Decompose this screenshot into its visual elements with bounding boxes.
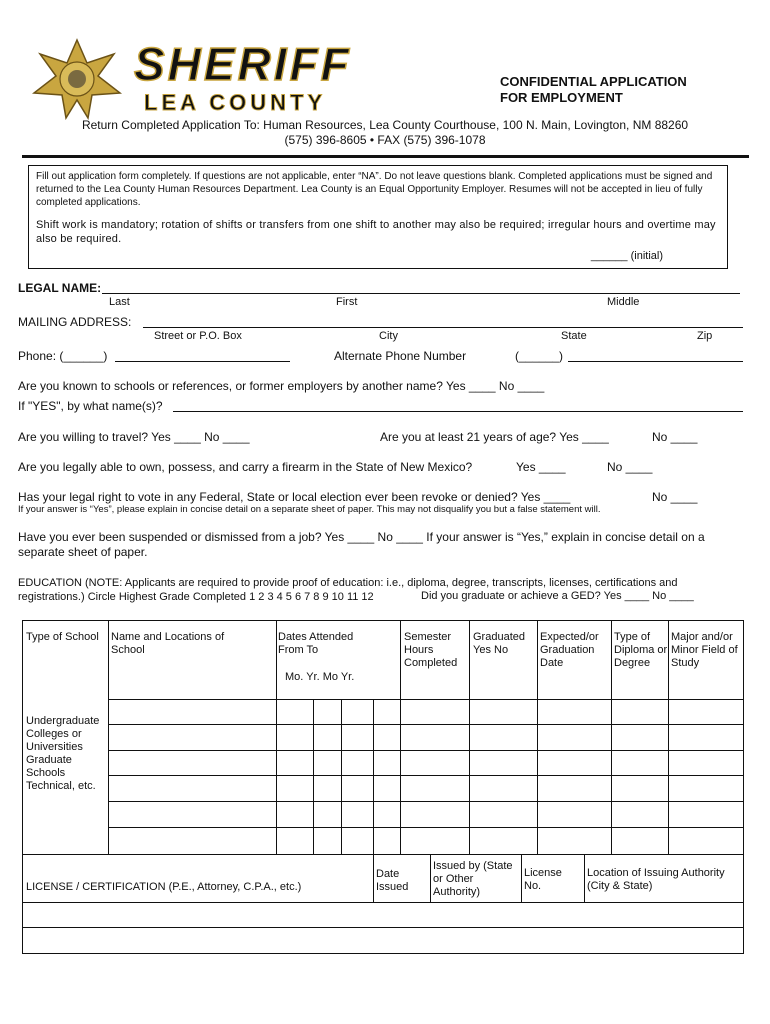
mailing-address-label: MAILING ADDRESS: bbox=[18, 315, 132, 329]
education-table bbox=[22, 620, 744, 855]
alt-phone-label: Alternate Phone Number bbox=[334, 349, 467, 363]
if-yes-name-label: If "YES", by what name(s)? bbox=[18, 399, 163, 413]
header-dates-attended: Dates Attended From To bbox=[278, 631, 354, 656]
header-major-minor: Major and/or Minor Field of Study bbox=[671, 631, 738, 669]
logo-sheriff-text bbox=[130, 38, 470, 88]
phone-input[interactable] bbox=[115, 361, 290, 362]
svg-text:LEA COUNTY: LEA COUNTY bbox=[144, 90, 327, 115]
state-label: State bbox=[561, 330, 587, 342]
firearm-yes[interactable]: Yes ____ bbox=[516, 460, 566, 474]
alt-phone-area[interactable]: (______) bbox=[515, 349, 564, 363]
header-dates-sub: Mo. Yr. Mo Yr. bbox=[285, 671, 355, 683]
city-label: City bbox=[379, 330, 398, 342]
mailing-address-input[interactable] bbox=[143, 327, 743, 328]
license-title: LICENSE / CERTIFICATION (P.E., Attorney, C.P.A., etc.) bbox=[26, 881, 302, 893]
phone-fax: (575) 396-8605 • FAX (575) 396-1078 bbox=[284, 133, 486, 147]
legal-name-label: LEGAL NAME: bbox=[18, 281, 102, 295]
license-location: Location of Issuing Authority (City & State) bbox=[587, 867, 725, 892]
header-type-of-school: Type of School bbox=[26, 631, 99, 643]
legal-name-input[interactable] bbox=[102, 293, 740, 294]
doc-title: CONFIDENTIAL APPLICATION FOR EMPLOYMENT bbox=[500, 74, 687, 105]
age-no[interactable]: No ____ bbox=[652, 430, 698, 444]
travel-question[interactable]: Are you willing to travel? Yes ____ No ____ bbox=[18, 430, 250, 444]
firearm-no[interactable]: No ____ bbox=[607, 460, 653, 474]
header-divider bbox=[22, 155, 749, 158]
return-address: Return Completed Application To: Human Resources, Lea County Courthouse, 100 N. Main, Lovington, NM 88260 bbox=[81, 118, 689, 132]
alt-phone-input[interactable] bbox=[568, 361, 743, 362]
middle-label: Middle bbox=[607, 296, 640, 308]
street-label: Street or P.O. Box bbox=[154, 330, 242, 342]
vote-no[interactable]: No ____ bbox=[652, 490, 698, 504]
license-date-issued: Date Issued bbox=[376, 868, 409, 893]
sheriff-badge-logo bbox=[30, 38, 125, 120]
license-issued-by: Issued by (State or Other Authority) bbox=[433, 860, 513, 898]
phone-label: Phone: (______) bbox=[18, 349, 108, 363]
instructions-box bbox=[28, 165, 728, 269]
school-type-row-label: Undergraduate Colleges or Universities Graduate Schools Technical, etc. bbox=[26, 715, 100, 792]
other-names-input[interactable] bbox=[173, 411, 743, 412]
age-question[interactable]: Are you at least 21 years of age? Yes ____ bbox=[380, 430, 609, 444]
license-number: License No. bbox=[524, 867, 562, 892]
header-expected-graduation: Expected/or Graduation Date bbox=[540, 631, 599, 669]
svg-text:SHERIFF: SHERIFF bbox=[134, 38, 352, 88]
suspended-question[interactable]: Have you ever been suspended or dismissed from a job? Yes ____ No ____ If your answer is “Yes,” explain in concise detail on a separate sheet of paper. bbox=[18, 530, 705, 559]
last-label: Last bbox=[109, 296, 130, 308]
instructions-para1: Fill out application form completely. If questions are not applicable, enter “NA”. Do not leave questions blank. Completed applications must be signed and returned to the Lea County Human Resources Department. Lea County is an Equal Opportunity Employer. Resumes will not be accepted in lieu of fully completed applications. bbox=[36, 171, 713, 208]
first-label: First bbox=[336, 296, 358, 308]
vote-question[interactable]: Has your legal right to vote in any Federal, State or local election ever been revoke or denied? Yes ____ bbox=[18, 490, 571, 504]
vote-note: If your answer is “Yes”, please explain in concise detail on a separate sheet of paper. This may not disqualify you but a false statement will. bbox=[18, 504, 601, 515]
license-table bbox=[22, 854, 744, 954]
header-semester-hours: Semester Hours Completed bbox=[404, 631, 458, 669]
known-other-name-question[interactable]: Are you known to schools or references, or former employers by another name? Yes ____ No ____ bbox=[18, 379, 545, 393]
zip-label: Zip bbox=[697, 330, 713, 342]
logo-county-text bbox=[142, 88, 422, 116]
initial-field[interactable]: ______ (initial) bbox=[590, 250, 663, 262]
ged-question[interactable]: Did you graduate or achieve a GED? Yes ____ No ____ bbox=[421, 590, 694, 602]
header-diploma-type: Type of Diploma or Degree bbox=[614, 631, 668, 669]
instructions-para2: Shift work is mandatory; rotation of shifts or transfers from one shift to another may also be required; irregular hours and overtime may also be required. bbox=[36, 219, 716, 245]
header-graduated: Graduated Yes No bbox=[473, 631, 525, 656]
firearm-question: Are you legally able to own, possess, and carry a firearm in the State of New Mexico? bbox=[18, 460, 473, 474]
header-school-name: Name and Locations of School bbox=[111, 631, 225, 656]
education-note: EDUCATION (NOTE: Applicants are required to provide proof of education: i.e., diploma, degree, transcripts, licenses, certifications and registrations.) Circle Highest Grade Completed 1 2 3 4 5 6 7 8 9 10 11 12 bbox=[18, 577, 678, 603]
